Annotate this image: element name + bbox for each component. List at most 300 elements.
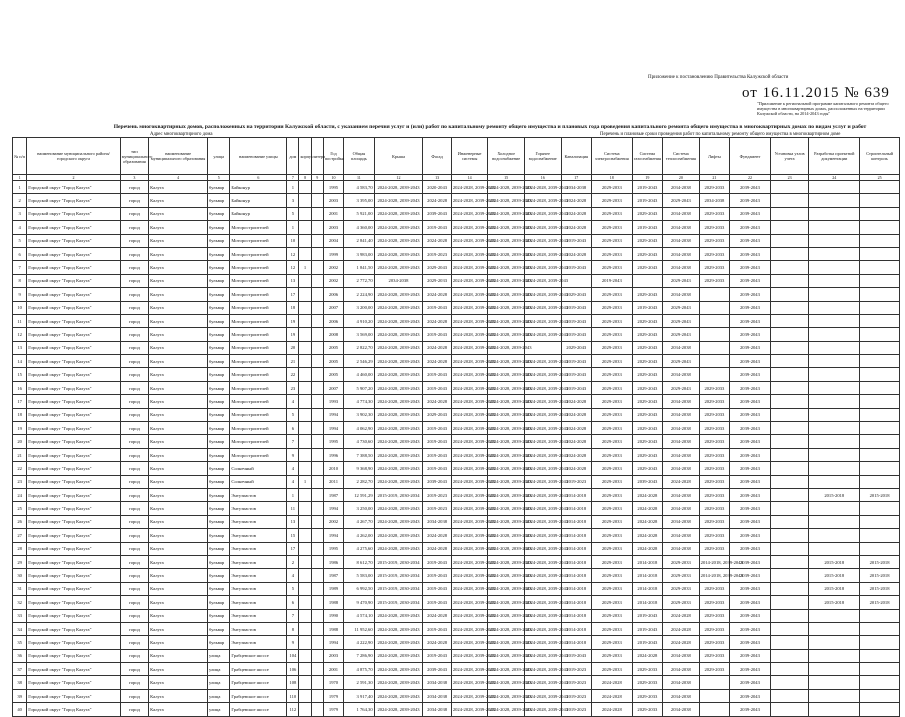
table-cell: 2024-2028, 2039-2043 bbox=[451, 488, 488, 501]
table-cell: 2020-2043 bbox=[423, 181, 451, 194]
table-cell: бульвар bbox=[208, 314, 230, 327]
table-cell: 2029-2043 bbox=[632, 395, 662, 408]
table-cell: 2019-2043 bbox=[561, 314, 591, 327]
table-cell: 25 bbox=[13, 502, 27, 515]
table-cell bbox=[809, 515, 860, 528]
table-cell: 2029-2043 bbox=[663, 381, 700, 394]
table-row bbox=[13, 221, 900, 234]
table-cell: 2024-2028, 2039-2043 bbox=[524, 555, 561, 568]
table-cell: 26 bbox=[13, 515, 27, 528]
table-cell: 2024-2028, 2039-2043 bbox=[374, 181, 423, 194]
table-cell: 2024-2028, 2039-2043 bbox=[451, 328, 488, 341]
table-cell: 2024-2028, 2039-2043 bbox=[524, 328, 561, 341]
table-cell: 2019-2043 bbox=[423, 422, 451, 435]
table-cell: 19 bbox=[287, 314, 299, 327]
table-cell: бульвар bbox=[208, 636, 230, 649]
table-cell bbox=[311, 328, 323, 341]
table-cell bbox=[699, 689, 729, 702]
table-cell: город bbox=[120, 462, 148, 475]
table-cell: 2024-2028, 2039-2043 bbox=[488, 408, 525, 421]
table-row bbox=[13, 569, 900, 582]
table-cell: Городской округ "Город Калуга" bbox=[27, 408, 120, 421]
table-cell: город bbox=[120, 422, 148, 435]
table-cell bbox=[699, 288, 729, 301]
table-cell: бульвар bbox=[208, 555, 230, 568]
table-cell bbox=[311, 288, 323, 301]
table-cell bbox=[770, 247, 809, 260]
table-cell: 2 591,30 bbox=[344, 676, 374, 689]
table-cell: 1 bbox=[287, 181, 299, 194]
table-cell: Энтузиастов bbox=[230, 582, 287, 595]
table-cell: 2019-2023 bbox=[423, 247, 451, 260]
table-cell bbox=[311, 261, 323, 274]
table-cell: 2029-2033 bbox=[591, 448, 632, 461]
table-cell: 2024-2028 bbox=[561, 408, 591, 421]
table-cell: 2039-2043 bbox=[730, 328, 771, 341]
column-header: тип муниципального образования bbox=[120, 138, 148, 175]
table-cell: город bbox=[120, 515, 148, 528]
table-cell bbox=[809, 663, 860, 676]
table-cell bbox=[770, 381, 809, 394]
table-cell: 2024-2028, 2039-2043 bbox=[451, 261, 488, 274]
table-cell: 2024-2028, 2039-2043 bbox=[451, 622, 488, 635]
table-cell: 2024-2028, 2039-2043 bbox=[374, 408, 423, 421]
table-cell: 2029-2033 bbox=[699, 181, 729, 194]
table-cell bbox=[809, 529, 860, 542]
table-cell: 4 574,10 bbox=[344, 609, 374, 622]
table-cell: 2024-2028, 2039-2043 bbox=[488, 355, 525, 368]
table-cell: Калуга bbox=[149, 274, 208, 287]
table-cell: 20 bbox=[287, 341, 299, 354]
column-header: литера bbox=[311, 138, 323, 175]
table-cell bbox=[299, 207, 311, 220]
table-cell: улица bbox=[208, 649, 230, 662]
table-cell: Калуга bbox=[149, 221, 208, 234]
table-cell: 23 bbox=[287, 381, 299, 394]
table-cell: Энтузиастов bbox=[230, 515, 287, 528]
table-cell: 2024-2028, 2039-2043 bbox=[374, 221, 423, 234]
table-cell bbox=[860, 288, 900, 301]
table-cell: 2029-2033 bbox=[699, 395, 729, 408]
table-cell: 1989 bbox=[323, 582, 343, 595]
table-row bbox=[13, 341, 900, 354]
table-cell: 2001 bbox=[323, 663, 343, 676]
table-cell: Городской округ "Город Калуга" bbox=[27, 622, 120, 635]
table-cell: 13 bbox=[287, 515, 299, 528]
document-title: Перечень многоквартирных домов, расположенных на территории Калужской области, с указанием перечня услуг и (или) работ по капитальному ремонту общего имущества и плановых года проведения капитального ремонта общего имущества в многоквартирных домах по видам услуг и работ bbox=[113, 124, 867, 130]
table-cell: 2039-2043 bbox=[730, 341, 771, 354]
table-cell: 2024-2028, 2039-2043 bbox=[488, 381, 525, 394]
table-cell: 2029-2033 bbox=[699, 462, 729, 475]
column-header: Крыша bbox=[374, 138, 423, 175]
table-cell bbox=[770, 274, 809, 287]
table-cell bbox=[809, 301, 860, 314]
table-cell: город bbox=[120, 488, 148, 501]
table-cell: бульвар bbox=[208, 408, 230, 421]
table-cell bbox=[311, 689, 323, 702]
table-cell: Городской округ "Город Калуга" bbox=[27, 435, 120, 448]
table-cell: 2039-2043 bbox=[730, 663, 771, 676]
table-cell: 2039-2043 bbox=[730, 462, 771, 475]
table-cell: 2029-2033 bbox=[699, 529, 729, 542]
table-cell: 2024-2028, 2039-2043 bbox=[451, 649, 488, 662]
table-cell bbox=[299, 703, 311, 716]
table-cell: 2024-2028, 2039-2043 bbox=[524, 529, 561, 542]
table-cell bbox=[809, 703, 860, 716]
table-cell: 12 bbox=[287, 261, 299, 274]
table-cell: 2024-2028, 2039-2043 bbox=[374, 301, 423, 314]
table-cell bbox=[860, 435, 900, 448]
table-cell: 2014-2018 bbox=[561, 596, 591, 609]
table-cell: 2029-2043 bbox=[632, 261, 662, 274]
table-row bbox=[13, 582, 900, 595]
table-cell bbox=[809, 181, 860, 194]
table-cell bbox=[860, 221, 900, 234]
table-cell: 2001 bbox=[323, 207, 343, 220]
table-cell: 2024-2028, 2039-2043 bbox=[374, 314, 423, 327]
table-cell: 2034-2038 bbox=[663, 261, 700, 274]
table-cell: 2024-2028 bbox=[423, 341, 451, 354]
table-cell: 7 286,90 bbox=[344, 649, 374, 662]
table-cell: 1987 bbox=[323, 569, 343, 582]
table-cell: город bbox=[120, 475, 148, 488]
table-cell: 2024-2028, 2039-2043 bbox=[451, 181, 488, 194]
table-cell: бульвар bbox=[208, 596, 230, 609]
table-cell: 2029-2043 bbox=[632, 247, 662, 260]
table-cell: Грабцевское шоссе bbox=[230, 663, 287, 676]
table-cell: 2034-2038 bbox=[423, 703, 451, 716]
column-number: 15 bbox=[488, 175, 525, 181]
table-cell: Городской округ "Город Калуга" bbox=[27, 555, 120, 568]
table-cell: 21 bbox=[13, 448, 27, 461]
table-cell: 11 bbox=[13, 314, 27, 327]
column-number: 8 bbox=[299, 175, 311, 181]
table-cell: Городской округ "Город Калуга" bbox=[27, 234, 120, 247]
table-cell: 2019-2043 bbox=[632, 636, 662, 649]
table-cell bbox=[860, 247, 900, 260]
table-cell: 1994 bbox=[323, 529, 343, 542]
table-cell: 2024-2028 bbox=[561, 221, 591, 234]
table-cell bbox=[809, 636, 860, 649]
table-cell: 2024-2028, 2039-2043 bbox=[374, 622, 423, 635]
table-cell bbox=[860, 381, 900, 394]
table-cell: 2024-2028, 2039-2043 bbox=[374, 609, 423, 622]
table-cell bbox=[860, 609, 900, 622]
table-cell: 2039-2043 bbox=[730, 207, 771, 220]
table-cell: 2039-2043 bbox=[730, 649, 771, 662]
table-cell: Калуга bbox=[149, 355, 208, 368]
table-cell: Энтузиастов bbox=[230, 555, 287, 568]
table-cell: 2024-2028, 2039-2043 bbox=[374, 676, 423, 689]
table-cell: 2024-2028, 2039-2043 bbox=[451, 301, 488, 314]
table-cell: Калуга bbox=[149, 234, 208, 247]
table-cell: 2010 bbox=[323, 462, 343, 475]
table-cell: Моторостроителей bbox=[230, 395, 287, 408]
table-cell: 1 bbox=[13, 181, 27, 194]
table-cell: 2029-2033 bbox=[591, 355, 632, 368]
table-cell bbox=[860, 529, 900, 542]
table-cell: 2019-2043 bbox=[423, 596, 451, 609]
table-cell: 2024-2028, 2039-2043 bbox=[524, 395, 561, 408]
table-cell bbox=[860, 542, 900, 555]
table-cell: 2024-2028, 2039-2043 bbox=[524, 448, 561, 461]
table-cell: 2019-2043 bbox=[561, 381, 591, 394]
table-cell: Моторостроителей bbox=[230, 381, 287, 394]
table-row bbox=[13, 462, 900, 475]
table-cell: 2034-2038 bbox=[663, 408, 700, 421]
table-cell: 9 bbox=[13, 288, 27, 301]
table-cell: 4 460,00 bbox=[344, 368, 374, 381]
table-cell: Калуга bbox=[149, 689, 208, 702]
table-cell: 2024-2028, 2039-2043 bbox=[451, 689, 488, 702]
table-cell: 2024-2028 bbox=[561, 448, 591, 461]
table-cell: 2019-2043 bbox=[423, 368, 451, 381]
table-cell: бульвар bbox=[208, 622, 230, 635]
table-cell: 38 bbox=[13, 676, 27, 689]
table-cell: 24 bbox=[13, 488, 27, 501]
table-cell: 2029-2033 bbox=[699, 596, 729, 609]
table-cell: 2015-2019, 2030-2034 bbox=[374, 582, 423, 595]
table-cell: 2029-2033 bbox=[663, 555, 700, 568]
table-cell: улица bbox=[208, 676, 230, 689]
table-cell: 2034-2038 bbox=[663, 422, 700, 435]
table-cell bbox=[299, 355, 311, 368]
table-cell bbox=[311, 542, 323, 555]
table-cell: 2029-2033 bbox=[591, 408, 632, 421]
table-cell bbox=[311, 462, 323, 475]
table-cell: 2024-2028, 2039-2043 bbox=[524, 274, 561, 287]
table-cell: 2024-2028, 2039-2043 bbox=[374, 247, 423, 260]
table-cell: 2034-2038 bbox=[423, 515, 451, 528]
table-cell: 10 bbox=[287, 234, 299, 247]
table-cell: Моторостроителей bbox=[230, 368, 287, 381]
table-cell: 2011 bbox=[323, 475, 343, 488]
column-number: 25 bbox=[860, 175, 900, 181]
table-cell bbox=[770, 649, 809, 662]
table-cell: Калуга bbox=[149, 596, 208, 609]
table-cell: 2024-2028, 2039-2043 bbox=[451, 395, 488, 408]
table-cell bbox=[809, 475, 860, 488]
table-cell: бульвар bbox=[208, 381, 230, 394]
table-row bbox=[13, 355, 900, 368]
table-cell: 2029-2043 bbox=[663, 355, 700, 368]
table-cell: 2029-2033 bbox=[591, 462, 632, 475]
table-cell: 2014-2018 bbox=[561, 542, 591, 555]
table-cell: 1 764,30 bbox=[344, 703, 374, 716]
table-header-row bbox=[13, 138, 900, 175]
table-cell: Городской округ "Город Калуга" bbox=[27, 502, 120, 515]
table-cell: 2003 bbox=[323, 649, 343, 662]
table-cell: 2039-2043 bbox=[730, 515, 771, 528]
table-cell: 2039-2043 bbox=[730, 288, 771, 301]
table-cell: 2024-2028 bbox=[663, 475, 700, 488]
table-cell: 2039-2043 bbox=[730, 582, 771, 595]
table-cell bbox=[299, 596, 311, 609]
table-cell: 2024-2028, 2039-2043 bbox=[524, 355, 561, 368]
table-cell: 2014-2018 bbox=[561, 555, 591, 568]
table-cell: 2029-2033 bbox=[632, 676, 662, 689]
table-cell: 2029-2043 bbox=[632, 355, 662, 368]
table-cell: 2039-2043 bbox=[730, 703, 771, 716]
table-cell: 2024-2028, 2039-2043 bbox=[524, 288, 561, 301]
table-cell: 2024-2028, 2039-2043 bbox=[451, 341, 488, 354]
table-cell bbox=[770, 622, 809, 635]
table-cell bbox=[299, 462, 311, 475]
table-cell bbox=[299, 663, 311, 676]
table-cell: 2029-2033 bbox=[699, 381, 729, 394]
table-cell: 2024-2028, 2039-2043 bbox=[374, 341, 423, 354]
table-cell: 2024-2028 bbox=[423, 395, 451, 408]
table-cell bbox=[809, 435, 860, 448]
table-cell bbox=[311, 555, 323, 568]
table-cell: город bbox=[120, 582, 148, 595]
table-cell: 1995 bbox=[323, 181, 343, 194]
table-cell: 2034-2038 bbox=[423, 689, 451, 702]
table-cell: 2024-2028, 2039-2043 bbox=[374, 448, 423, 461]
column-number: 20 bbox=[663, 175, 700, 181]
table-cell: 2024-2028, 2039-2043 bbox=[451, 569, 488, 582]
table-cell: 2029-2033 bbox=[699, 422, 729, 435]
table-cell: Городской округ "Город Калуга" bbox=[27, 649, 120, 662]
table-row bbox=[13, 381, 900, 394]
table-cell: Моторостроителей bbox=[230, 221, 287, 234]
table-cell: 15 bbox=[13, 368, 27, 381]
column-header: Разработка проектной документации bbox=[809, 138, 860, 175]
table-cell: 2024-2028 bbox=[561, 435, 591, 448]
table-cell: 31 bbox=[13, 582, 27, 595]
table-cell bbox=[311, 301, 323, 314]
table-cell: город bbox=[120, 555, 148, 568]
table-cell: бульвар bbox=[208, 234, 230, 247]
table-cell bbox=[770, 703, 809, 716]
table-cell: 2024-2028, 2039-2043 bbox=[374, 207, 423, 220]
table-cell bbox=[299, 408, 311, 421]
table-cell: 2029-2033 bbox=[591, 368, 632, 381]
table-cell: 2024-2028, 2039-2043 bbox=[488, 395, 525, 408]
table-cell: 2024-2028, 2039-2043 bbox=[451, 502, 488, 515]
table-cell: 2039-2043 bbox=[730, 181, 771, 194]
table-cell: город bbox=[120, 181, 148, 194]
table-cell bbox=[699, 341, 729, 354]
table-cell: 3 bbox=[287, 194, 299, 207]
table-cell bbox=[299, 488, 311, 501]
table-cell: Городской округ "Город Калуга" bbox=[27, 529, 120, 542]
table-cell: 2019-2043 bbox=[423, 569, 451, 582]
table-cell: улица bbox=[208, 703, 230, 716]
table-cell: 2024-2028 bbox=[561, 247, 591, 260]
table-cell: 2014-2018 bbox=[561, 515, 591, 528]
table-cell: 22 bbox=[287, 368, 299, 381]
table-cell: 19 bbox=[13, 422, 27, 435]
table-cell: 2024-2028, 2039-2043 bbox=[451, 408, 488, 421]
table-cell: 2039-2043 bbox=[730, 234, 771, 247]
table-cell: 2029-2033 bbox=[591, 207, 632, 220]
table-cell: 12 bbox=[13, 328, 27, 341]
column-number: 16 bbox=[524, 175, 561, 181]
table-cell: 2024-2028 bbox=[561, 207, 591, 220]
table-cell: 2039-2043 bbox=[423, 207, 451, 220]
table-cell: 2014-2018 bbox=[632, 582, 662, 595]
table-cell bbox=[770, 288, 809, 301]
table-cell: 2006 bbox=[323, 314, 343, 327]
table-cell: 2034-2038 bbox=[663, 649, 700, 662]
table-cell: 23 bbox=[13, 475, 27, 488]
table-cell: 2039-2043 bbox=[730, 368, 771, 381]
table-cell: 2029-2033 bbox=[591, 194, 632, 207]
table-cell bbox=[299, 368, 311, 381]
table-cell: 2014-2018 bbox=[561, 529, 591, 542]
table-cell: 2034-2038 bbox=[374, 274, 423, 287]
table-cell: Калуга bbox=[149, 569, 208, 582]
table-cell: 2024-2028, 2039-2043 bbox=[488, 703, 525, 716]
table-cell: 2034-2038 bbox=[663, 663, 700, 676]
table-cell: бульвар bbox=[208, 341, 230, 354]
table-cell: 17 bbox=[287, 288, 299, 301]
table-cell bbox=[299, 314, 311, 327]
table-cell: 2039-2043 bbox=[730, 301, 771, 314]
table-cell: 2015-2018 bbox=[860, 488, 900, 501]
table-cell bbox=[699, 355, 729, 368]
table-cell: 2014-2018, 2039-2043 bbox=[699, 555, 729, 568]
table-cell: 2039-2043 bbox=[730, 596, 771, 609]
table-cell: Городской округ "Город Калуга" bbox=[27, 314, 120, 327]
table-cell: 2024-2028, 2039-2043 bbox=[374, 435, 423, 448]
table-cell: 4 774,30 bbox=[344, 395, 374, 408]
table-cell: 2024-2028 bbox=[632, 649, 662, 662]
table-cell bbox=[299, 194, 311, 207]
table-cell: 2024-2028, 2039-2043 bbox=[488, 328, 525, 341]
table-cell: 2029-2043 bbox=[632, 381, 662, 394]
table-cell bbox=[809, 288, 860, 301]
table-cell: 1987 bbox=[323, 488, 343, 501]
table-cell: 1999 bbox=[323, 247, 343, 260]
table-cell: 2024-2028, 2039-2043 bbox=[488, 582, 525, 595]
table-cell: 2034-2038 bbox=[423, 676, 451, 689]
table-cell bbox=[860, 408, 900, 421]
table-cell: 2024-2028, 2039-2043 bbox=[488, 274, 525, 287]
table-cell bbox=[809, 422, 860, 435]
table-cell bbox=[770, 529, 809, 542]
table-cell: 106 bbox=[287, 663, 299, 676]
table-row bbox=[13, 542, 900, 555]
table-cell: 2029-2033 bbox=[591, 569, 632, 582]
table-cell: 2039-2043 bbox=[730, 194, 771, 207]
column-number: 7 bbox=[287, 175, 299, 181]
table-cell: бульвар bbox=[208, 542, 230, 555]
table-cell bbox=[299, 515, 311, 528]
column-header: Строительный контроль bbox=[860, 138, 900, 175]
table-cell: 2014-2018, 2039-2043 bbox=[699, 569, 729, 582]
table-cell: 2024-2028, 2039-2043 bbox=[488, 422, 525, 435]
table-cell: Калуга bbox=[149, 368, 208, 381]
table-cell bbox=[311, 448, 323, 461]
table-cell: 2024-2028 bbox=[591, 703, 632, 716]
table-cell: город bbox=[120, 703, 148, 716]
table-cell: 33 bbox=[13, 609, 27, 622]
table-cell: Моторостроителей bbox=[230, 288, 287, 301]
table-cell: Городской округ "Город Калуга" bbox=[27, 247, 120, 260]
table-cell: 2029-2033 bbox=[591, 502, 632, 515]
table-cell: 2024-2028 bbox=[423, 609, 451, 622]
column-header: наименование муниципального образования bbox=[149, 138, 208, 175]
table-cell: 2029-2043 bbox=[663, 194, 700, 207]
table-cell bbox=[770, 689, 809, 702]
table-cell: Городской округ "Город Калуга" bbox=[27, 341, 120, 354]
table-cell: 2029-2033 bbox=[663, 569, 700, 582]
table-cell: Калуга bbox=[149, 475, 208, 488]
table-cell: Калуга bbox=[149, 341, 208, 354]
table-cell: Калуга bbox=[149, 502, 208, 515]
